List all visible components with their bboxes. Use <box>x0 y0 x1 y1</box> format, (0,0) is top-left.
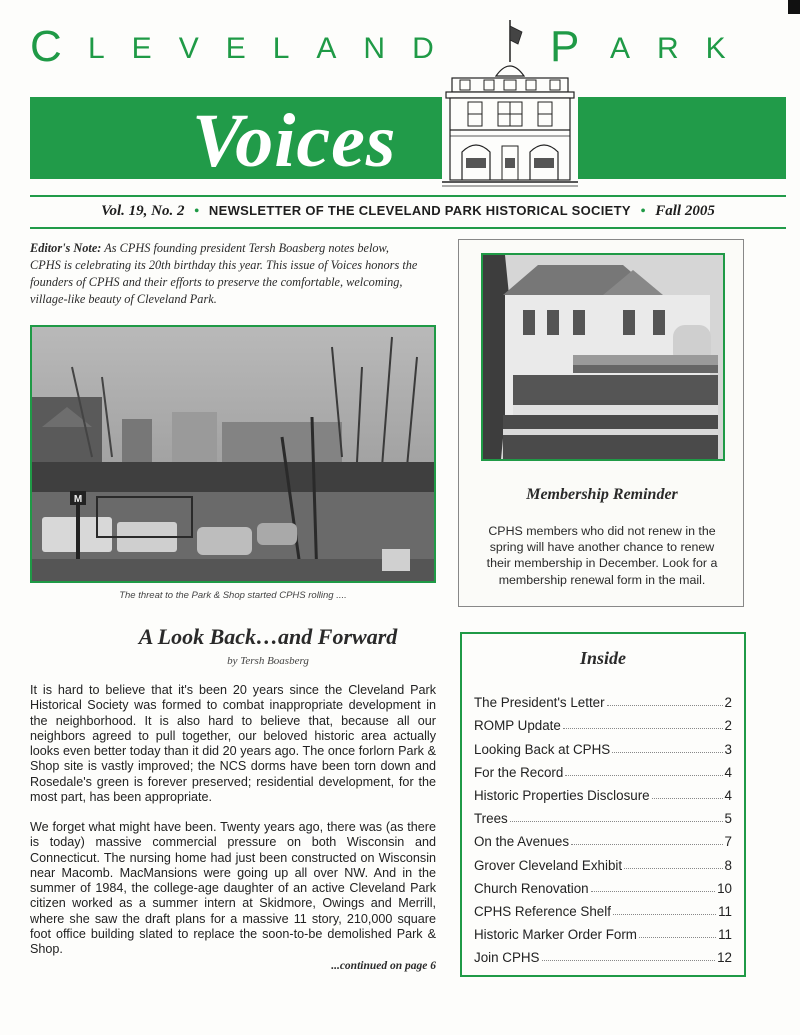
toc-leader-dots <box>591 891 715 892</box>
toc-item[interactable] <box>474 710 732 733</box>
toc-item-page: 10 <box>717 880 732 896</box>
inside-title: Inside <box>579 648 626 668</box>
photo-caption: The threat to the Park & Shop started CPHS rolling .... <box>119 590 347 601</box>
toc-item[interactable] <box>474 873 732 896</box>
toc-item-page: 5 <box>724 811 732 827</box>
newsletter-description: NEWSLETTER OF THE CLEVELAND PARK HISTORICAL SOCIETY <box>208 203 631 218</box>
toc-item[interactable] <box>474 826 732 849</box>
firehouse-illustration-icon <box>440 18 580 190</box>
toc-item-page: 11 <box>718 927 732 943</box>
toc-item[interactable] <box>474 849 732 872</box>
toc-item-label: Looking Back at CPHS <box>474 741 611 757</box>
toc-item-page: 4 <box>724 764 732 780</box>
toc-item[interactable] <box>474 942 732 965</box>
victorian-house-scene-icon <box>483 255 723 459</box>
toc-item-page: 8 <box>724 857 732 873</box>
masthead-voices: Voices <box>192 99 397 183</box>
article-byline: by Tersh Boasberg <box>227 655 309 667</box>
toc-leader-dots <box>510 821 723 822</box>
toc-leader-dots <box>571 844 722 845</box>
toc-item-page: 7 <box>724 834 732 850</box>
editors-note <box>30 240 422 308</box>
editors-note-text: As CPHS founding president Tersh Boasberg notes below, CPHS is celebrating its 20th birthday this year. This issue of Voices honors the founders of CPHS and their efforts to preserve the comfortable, welcoming, village-like beauty of Cleveland Park. <box>30 241 418 306</box>
volume-number: Vol. 19, No. 2 <box>101 203 185 219</box>
toc-item-label: CPHS Reference Shelf <box>474 903 611 919</box>
toc-item[interactable] <box>474 757 732 780</box>
toc-item-page: 4 <box>724 787 732 803</box>
masthead-rule-bottom <box>30 227 786 229</box>
table-of-contents <box>474 687 732 965</box>
toc-item-label: On the Avenues <box>474 834 570 850</box>
toc-item-label: Trees <box>474 811 508 827</box>
masthead-green-band <box>30 97 786 179</box>
toc-item-label: Historic Properties Disclosure <box>474 787 650 803</box>
article-paragraph: It is hard to believe that it's been 20 years since the Cleveland Park Historical Society was formed to combat inappropriate development in the neighborhood. It is also hard to believe that, because all our neighbors agreed to pull together, our beloved historic area actually looks even better today than it did 20 years ago. The once forlorn Park & Shop site is vastly improved; the NCS dorms have been torn down and Rosedale's green is forever preserved; residential development, for the most part, has been appropriate. <box>30 683 436 805</box>
toc-item-page: 2 <box>724 695 732 711</box>
metro-sign: M <box>73 494 83 505</box>
membership-reminder-body: CPHS members who did not renew in the spring will have another chance to renew their membership in December. Look for a membership renewal form in the mail. <box>486 524 718 587</box>
toc-item-page: 3 <box>724 741 732 757</box>
toc-leader-dots <box>613 914 716 915</box>
masthead-initial-c: C <box>30 22 88 71</box>
toc-item-page: 2 <box>724 718 732 734</box>
toc-item-label: For the Record <box>474 764 564 780</box>
toc-item-label: Historic Marker Order Form <box>474 927 637 943</box>
toc-item[interactable] <box>474 687 732 710</box>
masthead-leveland: LEVELAND <box>88 32 461 65</box>
article-title: A Look Back…and Forward <box>138 624 398 649</box>
masthead-cleveland-park <box>30 22 790 72</box>
scan-corner-mark <box>788 0 800 14</box>
toc-leader-dots <box>565 775 722 776</box>
toc-item[interactable] <box>474 919 732 942</box>
editors-note-label: Editor's Note: <box>30 241 102 255</box>
toc-item-label: Join CPHS <box>474 950 540 966</box>
toc-item[interactable] <box>474 896 732 919</box>
historic-house-photo <box>481 253 725 461</box>
continued-link[interactable]: ...continued on page 6 <box>331 960 436 972</box>
toc-leader-dots <box>607 705 723 706</box>
membership-reminder-title: Membership Reminder <box>526 486 678 503</box>
bullet-separator: • <box>640 204 646 219</box>
toc-item[interactable] <box>474 780 732 803</box>
park-and-shop-scene-icon <box>32 327 434 581</box>
toc-leader-dots <box>624 868 722 869</box>
toc-item-label: ROMP Update <box>474 718 561 734</box>
issue-subtitle <box>30 203 786 220</box>
toc-item-page: 12 <box>717 950 732 966</box>
bullet-separator: • <box>194 204 200 219</box>
park-and-shop-photo <box>30 325 436 583</box>
masthead-ark: ARK <box>610 32 753 65</box>
masthead-initial-p: P <box>550 22 606 71</box>
toc-leader-dots <box>639 937 716 938</box>
toc-leader-dots <box>612 752 722 753</box>
toc-item-label: The President's Letter <box>474 695 605 711</box>
toc-item-label: Grover Cleveland Exhibit <box>474 857 623 873</box>
toc-item-label: Church Renovation <box>474 880 589 896</box>
toc-leader-dots <box>542 960 716 961</box>
masthead-rule-top <box>30 195 786 197</box>
toc-leader-dots <box>652 798 723 799</box>
toc-item[interactable] <box>474 733 732 756</box>
issue-season: Fall 2005 <box>655 203 715 219</box>
toc-item[interactable] <box>474 803 732 826</box>
article-paragraph: We forget what might have been. Twenty years ago, there was (as there is today) massive commercial pressure on both Wisconsin and Connecticut. The nursing home had just been constructed on Wisconsin near Macomb. MacMansions were going up all over NW. And in the summer of 1984, the college-age daughter of an active Cleveland Park citizen worked as a summer intern at Skidmore, Owings and Merrill, where she saw the draft plans for a massive 11 story, 210,000 square foot office building slated to replace the soon-to-be demolished Park & Shop. <box>30 820 436 957</box>
toc-leader-dots <box>563 728 723 729</box>
toc-item-page: 11 <box>718 903 732 919</box>
